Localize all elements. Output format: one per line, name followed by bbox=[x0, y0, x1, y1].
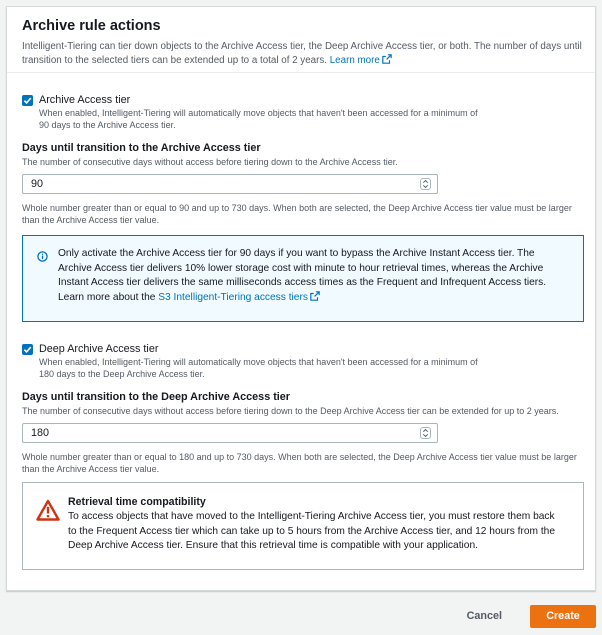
deep-archive-days-stepper[interactable] bbox=[420, 427, 431, 439]
learn-more-link[interactable] bbox=[330, 55, 392, 66]
warning-alert-text: To access objects that have moved to the Intelligent-Tiering Archive Access tier, you must restore them back to the Frequent Access tier which can take up to 5 hours from the Archive Access tier, and 12 hours from the Deep Archive Access tier. Ensure that this retrieval time is compatible with your application. bbox=[68, 511, 555, 551]
deep-archive-access-checkbox-description: When enabled, Intelligent-Tiering will automatically move objects that haven't been accessed for a minimum of 180 days to the Deep Archive Access tier. bbox=[39, 357, 478, 379]
deep-archive-days-input[interactable] bbox=[22, 423, 438, 443]
access-tiers-link[interactable] bbox=[158, 292, 320, 303]
check-icon bbox=[23, 345, 32, 354]
deep-archive-days-description: The number of consecutive days without access before tiering down to the Deep Archive Access tier can be extended for up to 2 years. bbox=[22, 406, 559, 416]
archive-rule-actions-panel bbox=[6, 6, 596, 591]
deep-archive-access-checkbox-row[interactable] bbox=[22, 342, 479, 380]
stepper-arrows-icon bbox=[422, 179, 429, 189]
create-button[interactable]: Create bbox=[530, 605, 596, 628]
external-link-icon bbox=[382, 54, 392, 64]
archive-days-constraint: Whole number greater than or equal to 90 and up to 730 days. When both are selected, the Deep Archive Access tier value must be larger than the Archive Access tier value. bbox=[22, 203, 572, 225]
archive-days-stepper[interactable] bbox=[420, 178, 431, 190]
cancel-button[interactable]: Cancel bbox=[453, 604, 516, 628]
check-icon bbox=[23, 96, 32, 105]
warning-alert bbox=[22, 482, 584, 570]
info-icon bbox=[37, 251, 48, 262]
form-footer bbox=[453, 604, 596, 628]
learn-more-label: Learn more bbox=[329, 55, 380, 66]
deep-archive-days-label: Days until transition to the Deep Archive Access tier bbox=[22, 391, 290, 403]
archive-access-checkbox[interactable] bbox=[22, 95, 33, 106]
archive-days-description: The number of consecutive days without access before tiering down to the Archive Access tier. bbox=[22, 157, 398, 167]
deep-archive-access-checkbox-label: Deep Archive Access tier bbox=[39, 343, 159, 355]
archive-days-value: 90 bbox=[31, 178, 44, 190]
deep-archive-access-checkbox-text bbox=[39, 342, 479, 380]
info-alert-text bbox=[58, 247, 565, 305]
archive-days-input[interactable] bbox=[22, 174, 438, 194]
archive-days-field bbox=[22, 141, 582, 226]
deep-archive-days-constraint: Whole number greater than or equal to 180 and up to 730 days. When both are selected, the Deep Archive Access tier value must be larger than the Archive Access tier value. bbox=[22, 452, 577, 474]
warning-icon bbox=[36, 499, 60, 521]
panel-header bbox=[7, 7, 595, 73]
warning-alert-title: Retrieval time compatibility bbox=[68, 496, 206, 508]
external-link-icon bbox=[310, 291, 320, 301]
access-tiers-link-label: S3 Intelligent-Tiering access tiers bbox=[158, 291, 308, 303]
info-alert bbox=[22, 235, 584, 322]
archive-access-checkbox-text bbox=[39, 93, 479, 131]
archive-access-checkbox-description: When enabled, Intelligent-Tiering will automatically move objects that haven't been accessed for a minimum of 90 days to the Archive Access tier. bbox=[39, 108, 478, 130]
archive-access-checkbox-label: Archive Access tier bbox=[39, 94, 131, 106]
info-alert-body: Only activate the Archive Access tier for 90 days if you want to bypass the Archive Instant Access tier. The Archive Access tier delivers 10% lower storage cost with minute to hour retrieval times, whereas the Archive Instant Access tier delivers the same milliseconds access times as the Frequent and Infrequent Access tiers. Learn more about the bbox=[58, 248, 547, 303]
section-description-text: Intelligent-Tiering can tier down objects to the Archive Access tier, the Deep Archive Access tier, or both. The number of days until transition to the selected tiers can be extended up to a total of 2 years. bbox=[22, 41, 582, 66]
deep-archive-days-field bbox=[22, 390, 582, 475]
deep-archive-days-value: 180 bbox=[31, 427, 50, 439]
stepper-arrows-icon bbox=[422, 428, 429, 438]
section-title: Archive rule actions bbox=[22, 18, 161, 34]
archive-access-checkbox-row[interactable] bbox=[22, 93, 479, 131]
section-description bbox=[22, 40, 582, 68]
deep-archive-access-checkbox[interactable] bbox=[22, 344, 33, 355]
archive-days-label: Days until transition to the Archive Access tier bbox=[22, 142, 261, 154]
